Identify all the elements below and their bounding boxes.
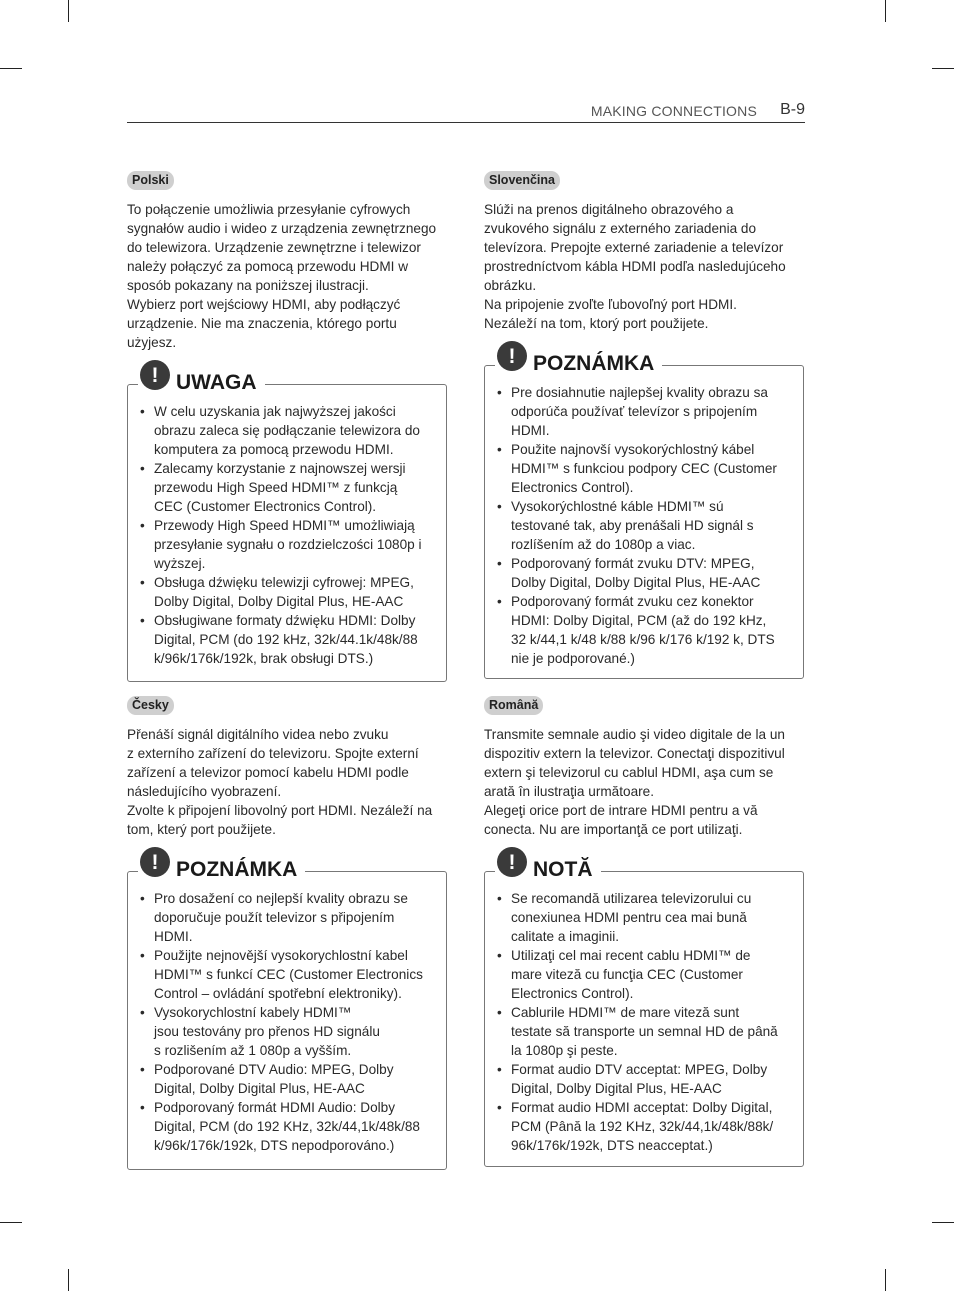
crop-mark bbox=[885, 1269, 886, 1291]
language-label: Česky bbox=[127, 696, 174, 715]
note-header bbox=[138, 359, 265, 395]
list-item: • Vysokorychlostní kabely HDMI™ jsou testovány pro přenos HD signálu s rozlišením až 1 080p a vyšším. bbox=[140, 1003, 434, 1060]
exclamation-icon: ! bbox=[497, 847, 527, 877]
section-text: To połączenie umożliwia przesyłanie cyfrowych sygnałów audio i wideo z urządzenia zewnętrznego do telewizora. Urządzenie zewnętrzne i telewizor należy połączyć za pomocą przewodu HDMI w sposób pokazany na poniższej ilustracji. Wybierz port wejściowy HDMI, aby podłączyć urządzenie. Nie ma znaczenia, którego portu użyjesz. bbox=[127, 202, 437, 350]
list-item: • Se recomandă utilizarea televizorului cu conexiunea HDMI pentru cea mai bună calitate a imaginii. bbox=[497, 889, 791, 946]
list-item: • Zalecamy korzystanie z najnowszej wersji przewodu High Speed HDMI™ z funkcją CEC (Customer Electronics Control). bbox=[140, 459, 434, 516]
list-item: • Format audio DTV acceptat: MPEG, Dolby Digital, Dolby Digital Plus, HE-AAC bbox=[497, 1060, 791, 1098]
list-item: • Obsługiwane formaty dźwięku HDMI: Dolby Digital, PCM (do 192 kHz, 32k/44.1k/48k/88 k/96k/176k/192k, brak obsługi DTS.) bbox=[140, 611, 434, 668]
note-header bbox=[495, 340, 662, 376]
list-item: • Przewody High Speed HDMI™ umożliwiają przesyłanie sygnału o rozdzielczości 1080p i wyższej. bbox=[140, 516, 434, 573]
crop-mark bbox=[0, 68, 22, 69]
section-text: Transmite semnale audio şi video digitale de la un dispozitiv extern la televizor. Conectaţi dispozitivul extern şi televizorul cu cablul HDMI, aşa cum se arată în ilustraţia următoare. Alegeţi orice port de intrare HDMI pentru a vă conecta. Nu are importanţă ce port utilizaţi. bbox=[484, 727, 785, 837]
crop-mark bbox=[932, 1222, 954, 1223]
list-item: • Cablurile HDMI™ de mare viteză sunt testate să transporte un semnal HD de până la 1080p şi peste. bbox=[497, 1003, 791, 1060]
note-box-cesky bbox=[127, 850, 447, 1170]
note-list bbox=[485, 366, 803, 676]
note-box-romana bbox=[484, 850, 804, 1167]
exclamation-icon: ! bbox=[140, 360, 170, 390]
note-header bbox=[495, 846, 601, 882]
crop-mark bbox=[68, 0, 69, 22]
list-item: • Format audio HDMI acceptat: Dolby Digital, PCM (Până la 192 KHz, 32k/44,1k/48k/88k/ 96k/176k/192k, DTS neacceptat.) bbox=[497, 1098, 791, 1155]
exclamation-icon: ! bbox=[140, 847, 170, 877]
list-item: • Obsługa dźwięku telewizji cyfrowej: MPEG, Dolby Digital, Dolby Digital Plus, HE-AAC bbox=[140, 573, 434, 611]
list-item: • Podporovaný formát zvuku DTV: MPEG, Dolby Digital, Dolby Digital Plus, HE-AAC bbox=[497, 554, 791, 592]
list-item: • Podporované DTV Audio: MPEG, Dolby Digital, Dolby Digital Plus, HE-AAC bbox=[140, 1060, 434, 1098]
list-item: • Podporovaný formát zvuku cez konektor HDMI: Dolby Digital, PCM (až do 192 kHz, 32 k/44,1 k/48 k/88 k/96 k/176 k/192 k, DTS nie je podporované.) bbox=[497, 592, 791, 668]
list-item: • Použite najnovší vysokorýchlostný kábel HDMI™ s funkciou podpory CEC (Customer Electronics Control). bbox=[497, 440, 791, 497]
note-title: POZNÁMKA bbox=[533, 352, 655, 375]
note-list bbox=[485, 872, 803, 1163]
page-header bbox=[127, 100, 805, 123]
list-item: • Vysokorýchlostné káble HDMI™ sú testované tak, aby prenášali HD signál s rozlíšením až do 1080p a viac. bbox=[497, 497, 791, 554]
note-title: POZNÁMKA bbox=[176, 858, 298, 881]
section-slovencina bbox=[484, 171, 806, 333]
list-item: • Pre dosiahnutie najlepšej kvality obrazu sa odporúča používať televízor s pripojením HDMI. bbox=[497, 383, 791, 440]
crop-mark bbox=[932, 68, 954, 69]
note-box-slovencina bbox=[484, 344, 804, 679]
note-title: NOTĂ bbox=[533, 858, 593, 881]
section-text: Slúži na prenos digitálneho obrazového a zvukového signálu z externého zariadenia do televízora. Prepojte externé zariadenie a televízor prostredníctvom kábla HDMI podľa nasledujúceho obrázku. Na pripojenie zvoľte ľubovoľný port HDMI. Nezáleží na tom, ktorý port použijete. bbox=[484, 202, 786, 331]
section-polski bbox=[127, 171, 449, 352]
section-title: MAKING CONNECTIONS bbox=[590, 103, 757, 119]
note-box-polski bbox=[127, 363, 447, 682]
language-label: Slovenčina bbox=[484, 171, 560, 190]
list-item: • Použijte nejnovější vysokorychlostní kabel HDMI™ s funkcí CEC (Customer Electronics Control – ovládání spotřební elektroniky). bbox=[140, 946, 434, 1003]
list-item: • Utilizaţi cel mai recent cablu HDMI™ de mare viteză cu funcţia CEC (Customer Electronics Control). bbox=[497, 946, 791, 1003]
note-list bbox=[128, 385, 446, 676]
section-text: Přenáší signál digitálního videa nebo zvuku z externího zařízení do televizoru. Spojte externí zařízení a televizor pomocí kabelu HDMI podle následujícího vyobrazení. Zvolte k připojení libovolný port HDMI. Nezáleží na tom, který port použijete. bbox=[127, 727, 433, 837]
language-label: Română bbox=[484, 696, 543, 715]
crop-mark bbox=[68, 1269, 69, 1291]
page-number: B-9 bbox=[780, 101, 805, 118]
language-label: Polski bbox=[127, 171, 174, 190]
note-title: UWAGA bbox=[176, 371, 257, 394]
crop-mark bbox=[0, 1222, 22, 1223]
section-romana bbox=[484, 696, 806, 839]
exclamation-icon: ! bbox=[497, 341, 527, 371]
list-item: • Pro dosažení co nejlepší kvality obrazu se doporučuje použít televizor s připojením HDMI. bbox=[140, 889, 434, 946]
crop-mark bbox=[885, 0, 886, 22]
list-item: • Podporovaný formát HDMI Audio: Dolby Digital, PCM (do 192 KHz, 32k/44,1k/48k/88 k/96k/176k/192k, DTS nepodporováno.) bbox=[140, 1098, 434, 1155]
list-item: • W celu uzyskania jak najwyższej jakości obrazu zaleca się podłączanie telewizora do komputera za pomocą przewodu HDMI. bbox=[140, 402, 434, 459]
note-header bbox=[138, 846, 305, 882]
section-cesky bbox=[127, 696, 449, 839]
note-list bbox=[128, 872, 446, 1163]
